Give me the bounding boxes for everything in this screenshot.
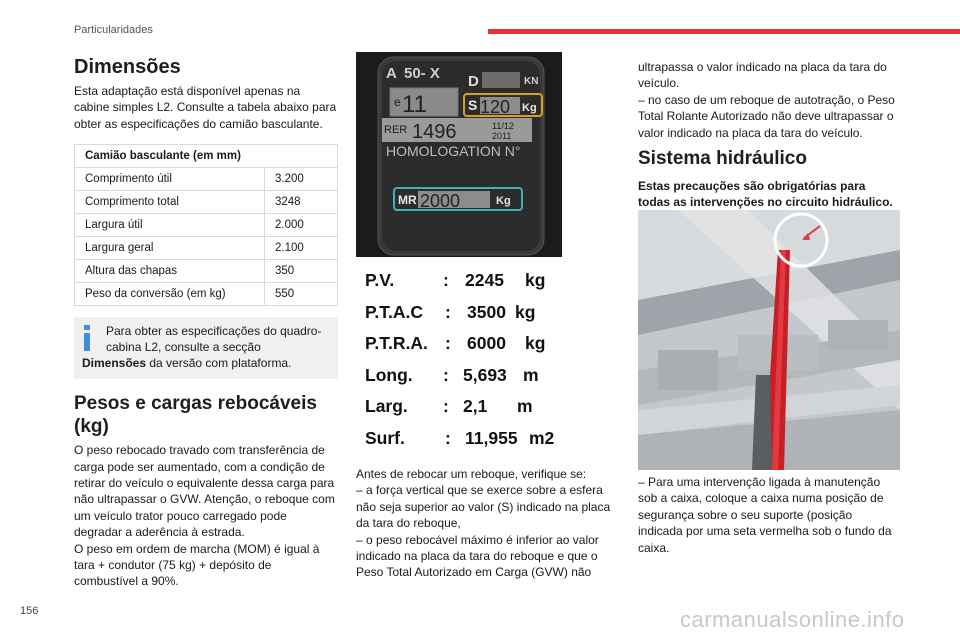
weight-colon: : xyxy=(443,396,449,416)
weight-colon: : xyxy=(445,333,451,353)
hidraulico-warning: Estas precauções são obrigatórias para todas as intervenções no circuito hidráulico. xyxy=(638,179,893,210)
plate-kn-label: KN xyxy=(524,76,539,87)
column-right xyxy=(638,59,900,211)
hydraulic-instruction xyxy=(638,474,900,556)
weight-label: P.T.R.A. xyxy=(365,333,428,353)
dimensoes-heading: Dimensões xyxy=(74,56,181,78)
section-label: Particularidades xyxy=(74,24,153,36)
plate-e-label: e xyxy=(394,95,401,109)
towing-bullet-2: – o peso rebocável máximo é inferior ao valor indicado na placa da tara do reboque e que o Peso Total Autorizado em Carga (GVW) não xyxy=(356,532,599,580)
plate-mr-unit: Kg xyxy=(496,195,511,207)
table-row xyxy=(75,214,338,237)
plate-mr-label: MR xyxy=(398,193,417,207)
weight-unit: kg xyxy=(525,270,546,290)
dimensions-table xyxy=(74,144,338,306)
info-text: Para obter as especificações do quadro-cabina L2, consulte a secção xyxy=(106,324,322,355)
weights-list xyxy=(365,270,585,459)
table-row xyxy=(75,168,338,191)
table-row xyxy=(75,237,338,260)
row-label: Largura geral xyxy=(75,237,265,260)
weight-value: 3500 xyxy=(467,301,506,322)
dimensoes-intro: Esta adaptação está disponível apenas na cabine simples L2. Consulte a tabela abaixo para obter as especificações do camião basculante. xyxy=(74,84,337,131)
weight-unit: m xyxy=(517,396,533,416)
info-bold: Dimensões xyxy=(82,356,147,371)
pesos-heading: Pesos e cargas rebocáveis (kg) xyxy=(74,393,317,438)
hidraulico-text: – Para uma intervenção ligada à manutenção sob a caixa, coloque a caixa numa posição de segurança sobre o seu suporte (posição indicada por uma seta vermelha sob o fundo da caixa. xyxy=(638,475,892,555)
hydraulic-support-image xyxy=(638,210,900,470)
towing-intro: Antes de rebocar um reboque, verifique se: xyxy=(356,467,587,481)
plate-homologation-text: HOMOLOGATION N° xyxy=(386,143,521,159)
homologation-plate-image xyxy=(356,52,562,257)
plate-s-unit: Kg xyxy=(522,102,537,114)
watermark: carmanualsonline.info xyxy=(680,607,905,632)
plate-rer-value: 1496 xyxy=(412,121,457,143)
list-item xyxy=(365,270,585,302)
towing-bullet-1: – a força vertical que se exerce sobre a esfera não seja superior ao valor (S) indicado na placa da tara do reboque, xyxy=(356,483,611,531)
row-label: Peso da conversão (em kg) xyxy=(75,283,265,306)
plate-date-bottom: 2011 xyxy=(492,131,512,141)
weight-label: P.T.A.C xyxy=(365,301,424,322)
row-value: 350 xyxy=(265,260,338,283)
row-value: 3248 xyxy=(265,191,338,214)
weight-label: Surf. xyxy=(365,427,405,448)
pesos-paragraph-2: O peso em ordem de marcha (MOM) é igual à tara + condutor (75 kg) + depósito de combustível a 90%. xyxy=(74,541,320,589)
column-left xyxy=(74,56,338,590)
weight-value: 6000 xyxy=(467,333,506,353)
plate-date-top: 11/12 xyxy=(492,121,514,131)
weight-unit: m xyxy=(523,364,539,385)
row-label: Largura útil xyxy=(75,214,265,237)
row-value: 550 xyxy=(265,283,338,306)
list-item xyxy=(365,333,585,365)
pesos-paragraph-1: O peso rebocado travado com transferência de carga pode ser aumentado, com a condição de retirar do veículo o equivalente dessa carga para não ultrapassar o GVW. Atenção, o reboque com um veículo trator pouco carregado pode degradar a aderência à estrada. xyxy=(74,443,335,540)
table-row xyxy=(75,283,338,306)
weight-unit: kg xyxy=(515,301,536,322)
weight-value: 2,1 xyxy=(463,396,488,416)
weight-label: P.V. xyxy=(365,270,395,290)
list-item xyxy=(365,365,585,397)
page-number: 156 xyxy=(20,605,39,617)
list-item xyxy=(365,428,585,460)
info-text-after: da versão com plataforma. xyxy=(149,356,292,371)
plate-mr-value: 2000 xyxy=(420,191,461,211)
weight-colon: : xyxy=(445,427,451,448)
plate-50x-label: 50- X xyxy=(404,65,440,82)
table-row xyxy=(75,260,338,283)
weight-value: 5,693 xyxy=(463,364,507,385)
hidraulico-heading: Sistema hidráulico xyxy=(638,148,807,170)
row-value: 2.100 xyxy=(265,237,338,260)
weight-colon: : xyxy=(443,270,449,290)
row-label: Comprimento útil xyxy=(75,168,265,191)
weight-colon: : xyxy=(443,364,449,385)
plate-a-label: A xyxy=(386,65,397,82)
row-value: 3.200 xyxy=(265,168,338,191)
info-note xyxy=(74,317,338,379)
info-icon xyxy=(82,325,92,351)
towing-bullet-3: – no caso de um reboque de autotração, o Peso Total Rolante Autorizado não deve ultrapassar o valor indicado na placa da tara do veículo. xyxy=(638,92,895,140)
plate-d-label: D xyxy=(468,73,479,90)
weight-label: Larg. xyxy=(365,396,408,416)
towing-bullet-2-cont: ultrapassa o valor indicado na placa da tara do veículo. xyxy=(638,60,887,91)
plate-s-label: S xyxy=(468,97,478,113)
list-item xyxy=(365,396,585,428)
plate-rer-label: RER xyxy=(384,124,408,136)
weight-colon: : xyxy=(445,301,451,322)
towing-checklist xyxy=(356,466,626,581)
info-text-cont xyxy=(82,355,330,371)
row-label: Altura das chapas xyxy=(75,260,265,283)
weight-value: 2245 xyxy=(465,270,504,290)
list-item xyxy=(365,302,585,334)
plate-e-value: 11 xyxy=(402,91,427,118)
plate-s-value: 120 xyxy=(480,97,511,117)
table-header-row xyxy=(75,145,338,168)
weight-unit: m2 xyxy=(529,427,555,448)
header-accent-bar xyxy=(488,29,960,34)
table-row xyxy=(75,191,338,214)
weight-value: 11,955 xyxy=(465,427,518,448)
table-header: Camião basculante (em mm) xyxy=(75,145,338,168)
row-label: Comprimento total xyxy=(75,191,265,214)
weight-unit: kg xyxy=(525,333,546,353)
row-value: 2.000 xyxy=(265,214,338,237)
weight-label: Long. xyxy=(365,364,413,385)
